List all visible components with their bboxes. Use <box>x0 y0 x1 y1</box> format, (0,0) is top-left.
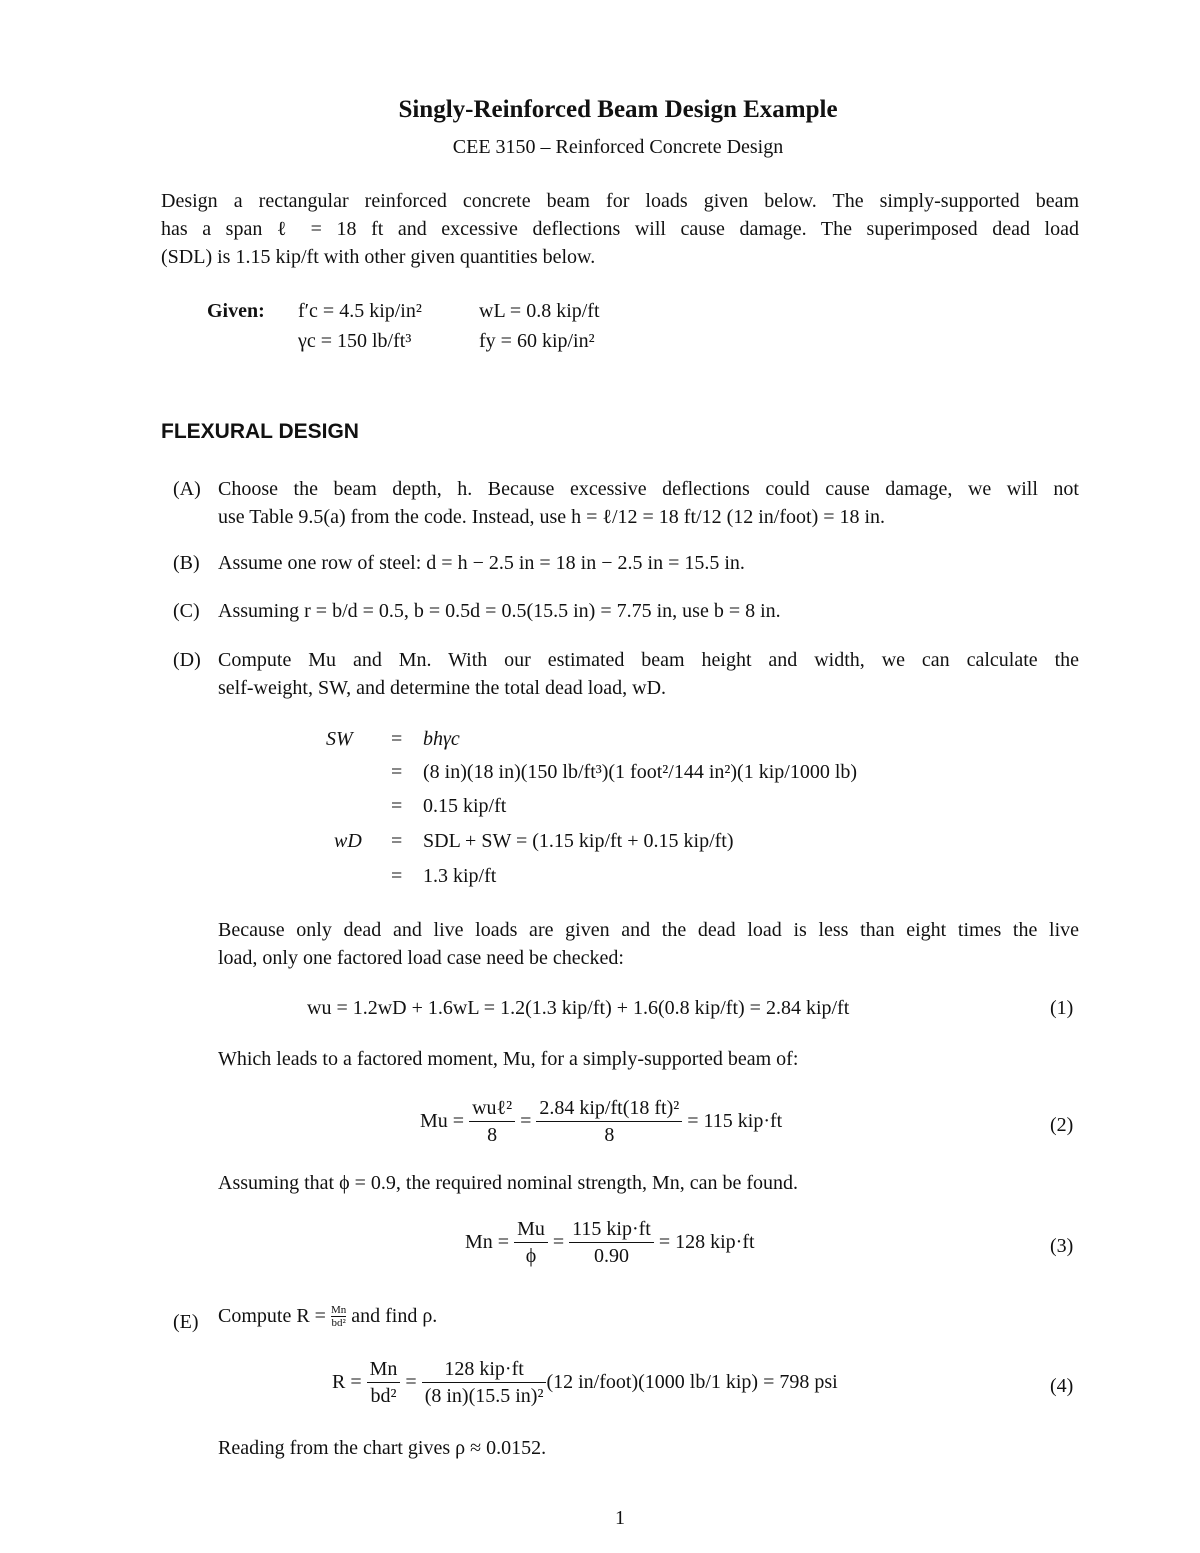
eq4-lhs: R = <box>332 1371 362 1393</box>
equation-2 <box>420 1095 782 1148</box>
eq3-equals: = <box>552 1231 565 1253</box>
eq4-rhs: (12 in/foot)(1000 lb/1 kip) = 798 psi <box>546 1371 838 1393</box>
wd-lhs: wD <box>334 830 362 852</box>
eq4-f1-num: Mn <box>367 1356 401 1383</box>
eq4-fraction-2 <box>422 1356 547 1409</box>
intro-paragraph <box>161 187 1079 271</box>
eq2-f1-den: 8 <box>487 1124 498 1146</box>
loads-line: load, only one factored load case need be checked: <box>218 947 624 969</box>
step-e-label: (E) <box>173 1311 199 1333</box>
step-d-text <box>218 646 1079 702</box>
sw-rhs-4: SDL + SW = (1.15 kip/ft + 0.15 kip/ft) <box>423 830 734 852</box>
eq3-f2-den: 0.90 <box>593 1245 629 1267</box>
eq3-fraction-2 <box>569 1216 654 1269</box>
eq4-f2-num: 128 kip·ft <box>422 1356 547 1383</box>
sw-lhs: SW <box>326 728 353 750</box>
step-e-before: Compute R = <box>218 1305 326 1327</box>
page-number: 1 <box>615 1507 625 1529</box>
equation-4-number: (4) <box>1050 1375 1074 1397</box>
step-a-text <box>218 475 1079 531</box>
step-c-label: (C) <box>173 600 200 622</box>
document-title: Singly-Reinforced Beam Design Example <box>398 96 838 123</box>
sw-equals: = <box>391 830 403 852</box>
intro-line: Design a rectangular reinforced concrete beam for loads given below. The simply-supported beam <box>161 190 1079 212</box>
equation-2-number: (2) <box>1050 1114 1074 1136</box>
equation-4 <box>332 1356 838 1409</box>
eq2-lhs: Mu = <box>420 1110 465 1132</box>
sw-rhs-1: bhγc <box>423 728 460 750</box>
eq2-f1-num: wuℓ² <box>469 1095 515 1122</box>
given-wl: wL = 0.8 kip/ft <box>479 300 600 322</box>
eq2-f2-num: 2.84 kip/ft(18 ft)² <box>536 1095 682 1122</box>
step-e-after: and find ρ. <box>351 1305 438 1327</box>
step-a-line: Choose the beam depth, h. Because excessive deflections could cause damage, we will not <box>218 478 1079 500</box>
step-c-text: Assuming r = b/d = 0.5, b = 0.5d = 0.5(15.5 in) = 7.75 in, use b = 8 in. <box>218 600 781 622</box>
sw-rhs-3: 0.15 kip/ft <box>423 795 507 817</box>
eq3-f1-num: Mu <box>514 1216 548 1243</box>
eq3-lhs: Mn = <box>465 1231 510 1253</box>
given-fc: f′c = 4.5 kip/in² <box>298 300 422 322</box>
eq4-f1-den: bd² <box>370 1385 397 1407</box>
eq2-fraction-1 <box>469 1095 515 1148</box>
sw-rhs-2: (8 in)(18 in)(150 lb/ft³)(1 foot²/144 in²)(1 kip/1000 lb) <box>423 761 858 783</box>
loads-line: Because only dead and live loads are given and the dead load is less than eight times the live <box>218 919 1079 941</box>
step-a-line: use Table 9.5(a) from the code. Instead, use h = ℓ/12 = 18 ft/12 (12 in/foot) = 18 in. <box>218 506 886 528</box>
eq2-equals: = <box>520 1110 532 1132</box>
eq2-f2-den: 8 <box>604 1124 615 1146</box>
sw-rhs-5: 1.3 kip/ft <box>423 865 497 887</box>
step-e-frac-num: Mn <box>330 1304 347 1316</box>
step-b-text: Assume one row of steel: d = h − 2.5 in = 18 in − 2.5 in = 15.5 in. <box>218 552 745 574</box>
equation-1-number: (1) <box>1050 997 1074 1019</box>
sw-equals: = <box>391 865 403 887</box>
eq3-fraction-1 <box>514 1216 548 1269</box>
phi-paragraph: Assuming that ϕ = 0.9, the required nominal strength, Mn, can be found. <box>218 1172 799 1194</box>
given-label: Given: <box>207 300 265 322</box>
step-d-label: (D) <box>173 649 201 671</box>
step-a-label: (A) <box>173 478 201 500</box>
equation-3 <box>465 1216 755 1269</box>
step-d-line: Compute Mu and Mn. With our estimated beam height and width, we can calculate the <box>218 649 1079 671</box>
eq2-fraction-2 <box>536 1095 682 1148</box>
eq2-rhs: = 115 kip·ft <box>687 1110 783 1132</box>
chart-paragraph: Reading from the chart gives ρ ≈ 0.0152. <box>218 1437 547 1459</box>
eq4-fraction-1 <box>367 1356 401 1409</box>
eq3-f1-den: ϕ <box>525 1245 537 1267</box>
sw-equals: = <box>391 761 403 783</box>
given-fy: fy = 60 kip/in² <box>479 330 595 352</box>
sw-equals: = <box>391 728 403 750</box>
intro-line: has a span ℓ = 18 ft and excessive deflections will cause damage. The superimposed dead load <box>161 218 1079 240</box>
eq4-equals: = <box>405 1371 417 1393</box>
equation-1: wu = 1.2wD + 1.6wL = 1.2(1.3 kip/ft) + 1.6(0.8 kip/ft) = 2.84 kip/ft <box>307 997 850 1019</box>
step-e-text <box>218 1304 437 1329</box>
step-e-fraction <box>331 1304 346 1329</box>
moment-paragraph: Which leads to a factored moment, Mu, for a simply-supported beam of: <box>218 1048 799 1070</box>
given-gamma: γc = 150 lb/ft³ <box>298 330 412 352</box>
eq4-f2-den: (8 in)(15.5 in)² <box>424 1385 544 1407</box>
eq3-f2-num: 115 kip·ft <box>569 1216 654 1243</box>
step-b-label: (B) <box>173 552 200 574</box>
document-subtitle: CEE 3150 – Reinforced Concrete Design <box>452 136 784 158</box>
intro-line: (SDL) is 1.15 kip/ft with other given quantities below. <box>161 246 596 268</box>
eq3-rhs: = 128 kip·ft <box>658 1231 755 1253</box>
equation-3-number: (3) <box>1050 1235 1074 1257</box>
step-e-frac-den: bd² <box>331 1317 346 1329</box>
sw-equals: = <box>391 795 403 817</box>
section-heading: FLEXURAL DESIGN <box>161 420 359 443</box>
loads-paragraph <box>218 916 1079 972</box>
step-d-line: self-weight, SW, and determine the total dead load, wD. <box>218 677 667 699</box>
